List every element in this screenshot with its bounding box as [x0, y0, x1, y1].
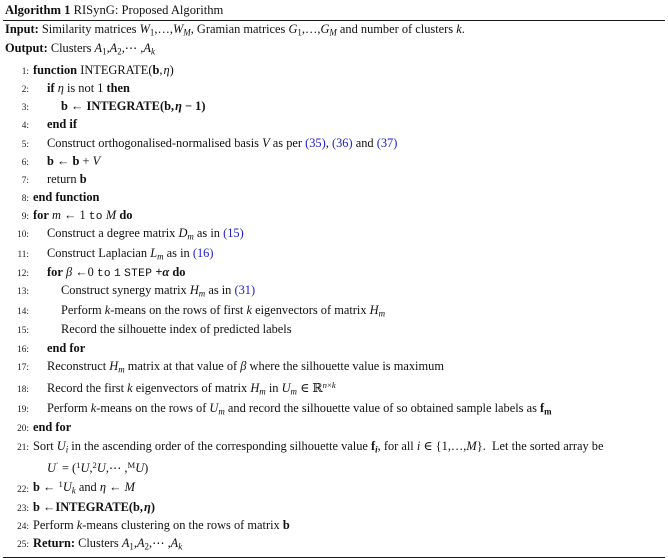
algorithm-title-label: Algorithm 1 [5, 3, 71, 17]
input-dots: ,…, [154, 22, 173, 36]
line-content: end for [33, 420, 72, 435]
line-content: U˙ = ($^1$U,$^2$U,⋯ ,$^M$U) [47, 460, 149, 476]
line-number: 17: [17, 362, 29, 373]
line-number: 24: [17, 522, 29, 533]
input-WM: W [172, 22, 184, 36]
line-number: 13: [17, 287, 29, 298]
equation-ref[interactable]: (36) [331, 135, 353, 150]
line-number: 11: [17, 249, 29, 260]
algorithm-line [3, 264, 665, 282]
kw-for: for [47, 265, 63, 280]
line-number: 5: [21, 139, 29, 150]
line-content: Reconstruct $H_m$ matrix at that value of β where the silhouette value is maximum [47, 358, 444, 375]
proc-name-integrate: INTEGRATE [80, 63, 149, 78]
line-number: 4: [21, 121, 29, 132]
line-content: Record the silhouette index of predicted labels [61, 322, 292, 337]
kw-return: return [47, 171, 77, 186]
equation-ref[interactable]: (15) [223, 226, 244, 240]
algorithm-line [3, 189, 665, 207]
line-content: Perform k-means clustering on the rows of matrix b [33, 518, 290, 533]
input-W1-sub: 1 [149, 27, 155, 38]
input-text-b: , Gramian matrices [190, 22, 289, 36]
algorithm-line [3, 302, 665, 322]
output-text: Clusters [78, 536, 122, 551]
algorithm-title-text: RISynG: Proposed Algorithm [73, 3, 224, 17]
line-number: 8: [21, 193, 29, 204]
kw-do: do [119, 207, 133, 222]
algorithm-line [3, 377, 665, 400]
line-content: return b [47, 171, 87, 186]
line-number: 2: [21, 85, 29, 96]
line-number: 12: [17, 269, 29, 280]
equation-ref[interactable]: (37) [376, 135, 398, 150]
algorithm-line [3, 400, 665, 420]
kw-do: do [172, 265, 186, 280]
line-content: end if [47, 117, 77, 132]
line-content: b ← b + V [47, 153, 101, 168]
algorithm-line [3, 98, 665, 116]
algorithm-line [3, 419, 665, 437]
algorithm-line [3, 358, 665, 378]
output-line [5, 41, 665, 60]
equation-ref[interactable]: (31) [234, 283, 256, 298]
input-k: k [456, 22, 462, 36]
line-number: 3: [21, 103, 29, 114]
input-G1-sub: 1 [297, 27, 302, 38]
line-content: end function [33, 189, 100, 204]
line-number: 14: [17, 306, 29, 317]
line-number: 10: [17, 230, 29, 240]
line-number: 9: [21, 211, 29, 222]
input-dots-2: ,…, [301, 22, 321, 36]
output-Ak-sub: k [150, 46, 155, 57]
input-label: Input: [5, 22, 39, 36]
algorithm-line [3, 321, 665, 339]
line-content: Construct a degree matrix $D_m$ as in (15) [47, 226, 244, 242]
input-GM-sub: M [329, 27, 337, 38]
input-GM: G [320, 22, 330, 36]
output-label: Output: [5, 41, 48, 56]
input-text-a: Similarity matrices [41, 22, 140, 36]
algorithm-body [3, 61, 665, 557]
tt-to: to [96, 268, 111, 281]
algorithm-line [3, 80, 665, 98]
output-dots: ,⋯ , [121, 41, 144, 56]
algorithm-line [3, 438, 665, 458]
line-content: function INTEGRATE(b, η) [33, 63, 174, 78]
line-number: 21: [17, 442, 29, 453]
input-WM-sub: M [183, 27, 191, 38]
algorithm-line [3, 171, 665, 189]
algorithm-line [3, 245, 665, 265]
algorithm-line [3, 207, 665, 225]
line-number: 25: [17, 540, 29, 551]
line-content: if η is not 1 then [47, 81, 130, 96]
line-content: Record the first k eigenvectors of matrix $H_m$ in $U_m$ ∈ ℝ$^{n\times k}$ [47, 380, 336, 397]
output-A1-sub: 1 [102, 46, 107, 57]
algorithm-line [3, 340, 665, 358]
input-period: . [461, 22, 465, 36]
algorithm-line [3, 135, 665, 153]
output-comma1: , [106, 41, 110, 56]
algorithm-line-continuation [3, 457, 665, 476]
line-content: b ←INTEGRATE(b, η) [33, 500, 155, 515]
line-content: Perform k-means on the rows of first k eigenvectors of matrix $H_m$ [61, 302, 386, 319]
line-number: 6: [21, 157, 29, 168]
equation-ref[interactable]: (35) [305, 135, 326, 150]
algorithm-line [3, 282, 665, 302]
line-content: Construct synergy matrix $H_m$ as in (31) [61, 283, 256, 299]
proc-name-integrate: INTEGRATE [55, 500, 129, 515]
line-content: Return: Clusters $A_1,A_2,\cdots$ $,A_k$ [33, 536, 183, 552]
kw-if: if [47, 81, 55, 96]
line-number: 7: [21, 175, 29, 186]
input-W1: W [139, 22, 150, 36]
algorithm-line [3, 116, 665, 134]
algorithm-line [3, 476, 665, 499]
input-text-c: and number of clusters [336, 22, 457, 36]
algorithm-line [3, 499, 665, 517]
output-A2: A [109, 41, 118, 56]
algorithm-line [3, 62, 665, 80]
output-A1: A [94, 41, 103, 56]
output-Ak: A [143, 41, 151, 56]
tt-1: 1 [114, 268, 122, 281]
line-content: Construct Laplacian $L_m$ as in (16) [47, 245, 214, 262]
kw-function: function [33, 63, 78, 78]
line-number: 22: [17, 484, 29, 495]
algorithm-line [3, 517, 665, 535]
line-content: Construct orthogonalised-normalised basis V as per (35), (36) and (37) [47, 135, 398, 150]
line-number: 23: [17, 504, 29, 515]
kw-return: Return: [33, 536, 75, 551]
line-content: b ← INTEGRATE(b, η − 1) [61, 99, 206, 114]
line-content: for β ←0 to 1 STEP +α do [47, 265, 186, 281]
line-content: b ← $^1U_k$ and η ← M [33, 479, 135, 497]
algorithm-io [3, 21, 665, 61]
equation-ref[interactable]: (16) [192, 245, 214, 260]
line-number: 16: [17, 344, 29, 355]
line-content: Perform k-means on the rows of $U_m$ and record the silhouette value of so obtained sample labels as $f_m$ [47, 400, 552, 417]
line-content: Sort $U_i$ in the ascending order of the corresponding silhouette value $f_i$, for all i ∈ {1,…,M}. Let the sorted array be [33, 438, 604, 455]
input-G1: G [288, 22, 298, 36]
tt-to: to [88, 210, 103, 223]
line-number: 19: [17, 404, 29, 415]
proc-name-integrate: INTEGRATE [86, 99, 160, 114]
line-number: 1: [21, 67, 29, 78]
line-number: 18: [17, 385, 29, 396]
line-number: 15: [17, 326, 29, 337]
algorithm-line [3, 225, 665, 245]
line-number: 20: [17, 424, 29, 435]
kw-then: then [106, 81, 130, 96]
line-content: end for [47, 340, 86, 355]
kw-for: for [33, 207, 49, 222]
algorithm-line [3, 535, 665, 555]
output-A2-sub: 2 [117, 46, 122, 57]
tt-step: STEP [124, 268, 153, 281]
algorithm-line [3, 153, 665, 171]
line-content: for m ← 1 to M do [33, 207, 133, 223]
algorithm-title [3, 0, 665, 20]
output-text: Clusters [50, 41, 95, 56]
input-line [5, 22, 665, 41]
